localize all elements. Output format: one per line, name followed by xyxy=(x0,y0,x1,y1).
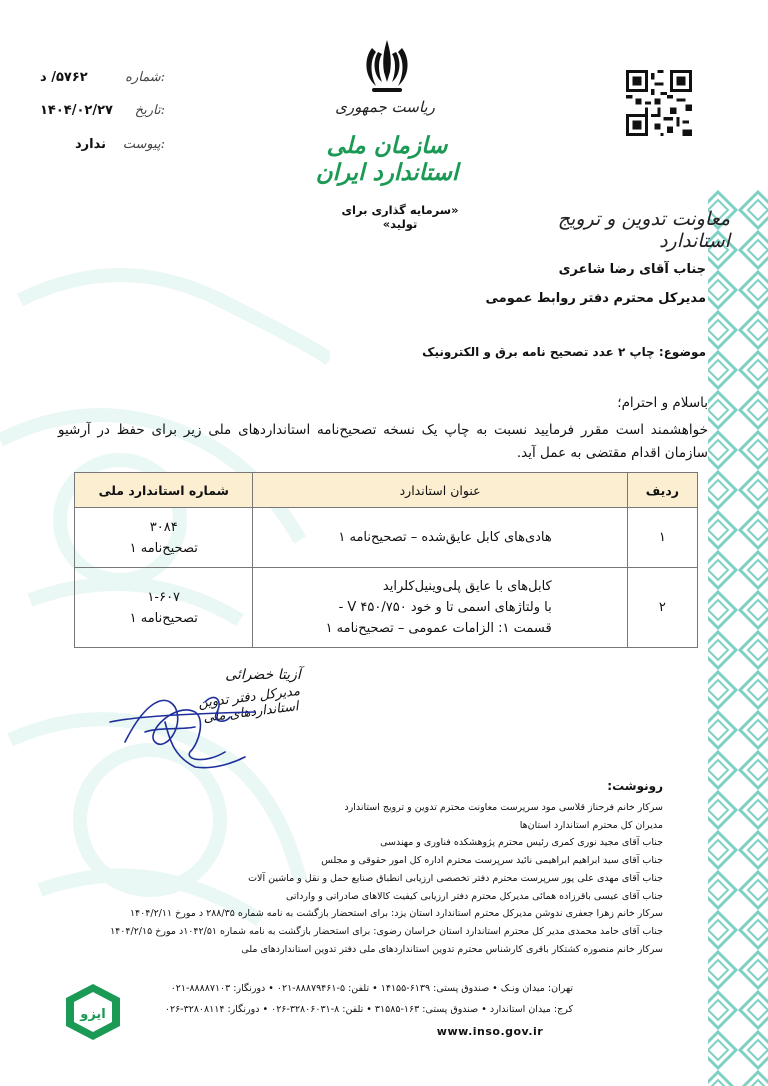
deputy-name: معاونت تدوین و ترویج استاندارد xyxy=(557,208,730,252)
inso-logo-text: ایزو xyxy=(80,1007,106,1022)
letter-subject: موضوع: چاپ ۲ عدد تصحیح نامه برق و الکترونیک xyxy=(422,345,706,359)
qr-code-icon[interactable] xyxy=(626,70,692,136)
standard-title xyxy=(253,508,627,568)
letter-attachment xyxy=(40,137,165,157)
cc-item: سرکار خانم منصوره کشتکار باقری کارشناس محترم تدوین استانداردهای ملی دفتر تدوین استانداردهای ملی xyxy=(241,943,663,955)
cc-item: جناب آقای سید ابراهیم ابراهیمی نائید سرپرست محترم اداره کل امور حقوقی و مجلس xyxy=(321,855,663,867)
title-line: هادی‌های کابل عایق‌شده – تصحیح‌نامه ۱ xyxy=(338,530,552,545)
addressee-name: جناب آقای رضا شاعری xyxy=(558,262,706,277)
table-row xyxy=(75,568,698,648)
cc-item: سرکار خانم فرحناز قلاسی مود سرپرست معاونت محترم تدوین و ترویج استاندارد xyxy=(344,802,663,813)
number-line: ۳۰۸۴ xyxy=(149,519,178,535)
table-row xyxy=(75,508,698,568)
cc-item: جناب آقای حامد محمدی مدیر کل محترم استاندارد استان خراسان رضوی: برای استحضار بازگشت به نامه شماره ۱۰۴۲/۵۱د مورخ ۱۴۰۴/۲/۱۵ xyxy=(110,925,663,937)
motto: «سرمایه گذاری برای تولید» xyxy=(341,203,459,231)
organization-name: سازمان ملی استاندارد ایران xyxy=(315,132,459,186)
letter-body: خواهشمند است مقرر فرمایید نسبت به چاپ یک نسخه تصحیح‌نامه استانداردهای ملی زیر برای حفظ در آرشیو سازمان اقدام مقتضی به عمل آید. xyxy=(58,422,708,461)
inso-logo-icon xyxy=(62,982,124,1042)
letter-date-label: تاریخ: xyxy=(134,103,165,118)
handwritten-signature xyxy=(105,682,265,772)
footer-karaj-address: کرج: میدان استاندارد • صندوق پستی: ۱۶۳-۳۱۵۸۵ • تلفن: ۸-۳۲۸۰۶۰۳۱-۰۲۶ • دورنگار: ۳۲۸۰۸۱۱۴-۰۲۶ xyxy=(164,1004,573,1015)
standard-title xyxy=(253,568,627,648)
addressee-title: مدیرکل محترم دفتر روابط عمومی xyxy=(485,291,706,306)
cc-list xyxy=(83,799,663,958)
letter-number xyxy=(40,70,165,90)
greeting: باسلام و احترام؛ xyxy=(617,395,708,411)
cc-item: جناب آقای مهدی علی پور سرپرست محترم دفتر تخصصی ارزیابی انطباق صنایع حمل و نقل و ماشین آلات xyxy=(248,872,663,884)
letter-date xyxy=(40,103,165,123)
letter-date-value: ۱۴۰۴/۰۲/۲۷ xyxy=(40,103,113,118)
cc-item: سرکار خانم زهرا جعفری ندوشن مدیرکل محترم استاندارد استان یزد: برای استحضار بازگشت به نامه شماره ۲۸۸/۳۵ د مورخ ۱۴۰۴/۲/۱۱ xyxy=(129,908,663,920)
title-line: کابل‌های با عایق پلی‌وینیل‌کلراید xyxy=(382,579,552,594)
presidency-label: ریاست جمهوری xyxy=(335,98,435,116)
website-link[interactable]: www.inso.gov.ir xyxy=(436,1025,544,1038)
standard-number xyxy=(75,568,253,648)
cc-item: مدیران کل محترم استاندارد استان‌ها xyxy=(519,819,663,831)
letter-number-label: شماره: xyxy=(125,70,165,85)
correction-line: تصحیح‌نامه ۱ xyxy=(129,540,198,556)
cc-item: جناب آقای مجید نوری کمری رئیس محترم پژوهشکده فناوری و مهندسی xyxy=(380,837,663,849)
iran-emblem-icon xyxy=(358,38,416,98)
row-number: ۱ xyxy=(627,508,697,568)
table-header-row xyxy=(75,473,698,508)
row-number: ۲ xyxy=(627,568,697,648)
standard-number xyxy=(75,508,253,568)
cc-item: جناب آقای عیسی باقرزاده همائی مدیرکل محترم دفتر ارزیابی کیفیت کالاهای صادراتی و وارداتی xyxy=(285,890,663,902)
attachment-value: ندارد xyxy=(75,137,107,152)
standards-table xyxy=(74,472,698,648)
title-line: با ولتاژهای اسمی تا و خود V ۴۵۰/۷۵۰ - xyxy=(338,600,552,615)
cc-heading: رونوشت: xyxy=(607,779,663,793)
letter-number-value: ۵۷۶۲/ د xyxy=(40,70,88,85)
header-standard-number: شماره استاندارد ملی xyxy=(75,473,253,508)
correction-line: تصحیح‌نامه ۱ xyxy=(129,610,198,626)
header-standard-title: عنوان استاندارد xyxy=(253,473,627,508)
decorative-pattern-border xyxy=(698,190,768,1086)
attachment-label: پیوست: xyxy=(122,137,165,152)
header-row-number: ردیف xyxy=(627,473,697,508)
signer-title: مدیرکل دفتر تدوین استانداردهای ملی xyxy=(197,683,301,726)
number-line: ۱-۶۰۷ xyxy=(147,589,181,605)
footer-tehran-address: تهران: میدان ونـک • صندوق پستی: ۶۱۳۹-۱۴۱۵۵ • تلفن: ۵-۸۸۸۷۹۴۶۱-۰۲۱ • دورنگار: ۸۸۸۸۷۱۰۳-۰۲۱ xyxy=(170,983,573,994)
signer-name: آزیتا خضرائی xyxy=(225,667,301,683)
title-line: قسمت ۱: الزامات عمومی – تصحیح‌نامه ۱ xyxy=(325,621,552,636)
